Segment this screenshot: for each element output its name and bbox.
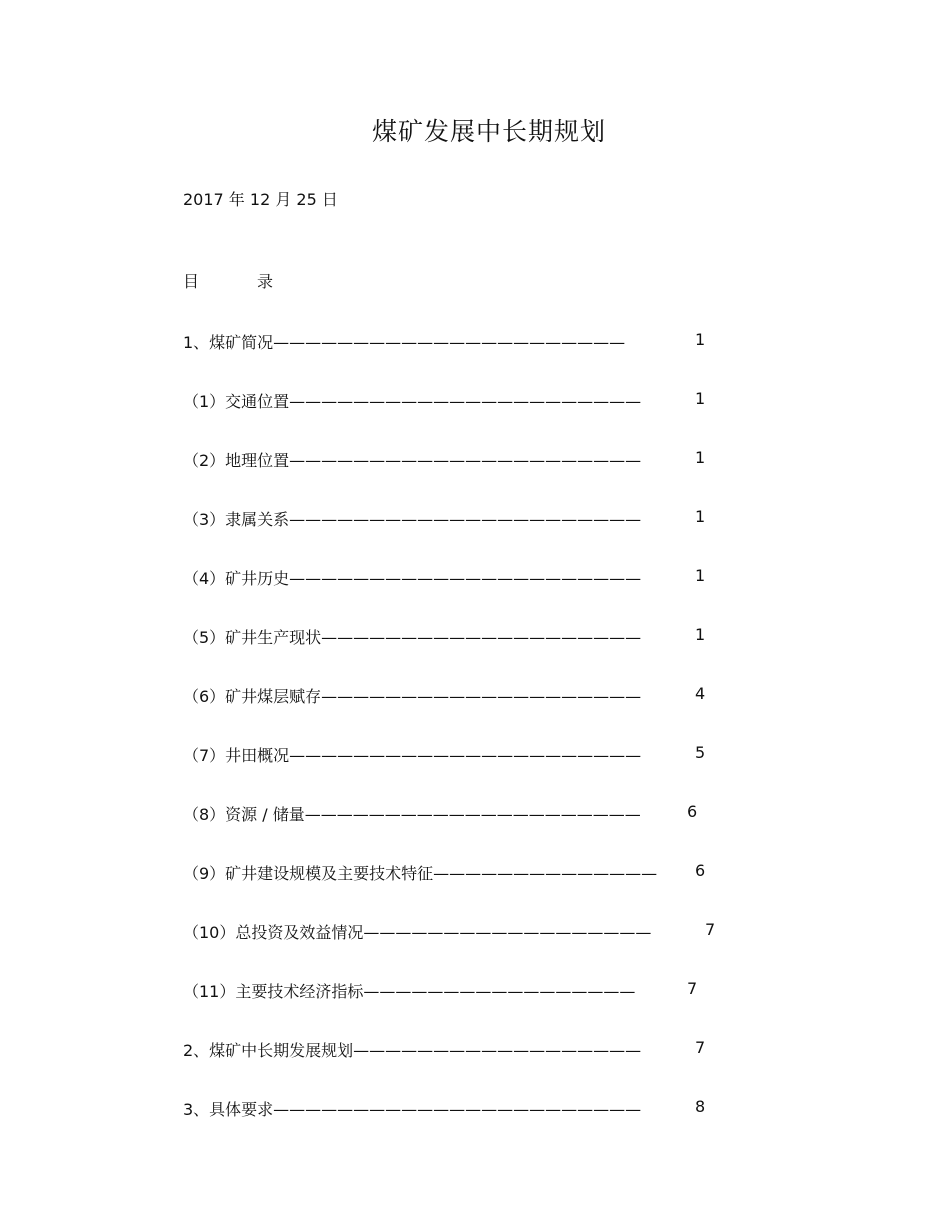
toc-item-label: 2、煤矿中长期发展规划—————————————————— [183,1041,642,1060]
toc-item-label: （9）矿井建设规模及主要技术特征—————————————— [183,864,658,883]
toc-item[interactable] [183,448,706,471]
toc-item-page: 5 [695,743,706,762]
toc-item-label: （8）资源 / 储量————————————————————— [183,805,641,824]
toc-item[interactable] [183,1038,706,1061]
toc-item[interactable] [183,684,706,707]
toc-heading-right: 录 [257,272,274,291]
toc-item[interactable] [183,330,706,353]
toc-heading-left: 目 [183,272,200,291]
toc-item-page: 1 [695,330,706,349]
toc-item-page: 6 [695,861,706,880]
toc-item-page: 1 [695,507,706,526]
toc-item-page: 6 [687,802,698,821]
toc-item[interactable] [183,861,706,884]
toc-item[interactable] [183,802,698,825]
toc-item[interactable] [183,625,706,648]
toc-item-label: （3）隶属关系—————————————————————— [183,510,642,529]
toc-item-label: （4）矿井历史—————————————————————— [183,569,642,588]
toc-item[interactable] [183,389,706,412]
toc-item-label: （2）地理位置—————————————————————— [183,451,642,470]
toc-item[interactable] [183,920,716,943]
toc-item-label: （7）井田概况—————————————————————— [183,746,642,765]
toc-item[interactable] [183,979,698,1002]
toc-item[interactable] [183,1097,706,1120]
toc-item-label: （5）矿井生产现状———————————————————— [183,628,642,647]
toc-item-page: 1 [695,566,706,585]
toc-item-page: 1 [695,448,706,467]
document-title: 煤矿发展中长期规划 [371,117,606,146]
toc-item-label: （10）总投资及效益情况—————————————————— [183,923,652,942]
toc-heading [183,269,273,292]
toc-item-label: 3、具体要求——————————————————————— [183,1100,642,1119]
toc-item-label: （1）交通位置—————————————————————— [183,392,642,411]
toc-item[interactable] [183,507,706,530]
toc-item-page: 7 [687,979,698,998]
toc-item-page: 7 [695,1038,706,1057]
toc-item-label: 1、煤矿简况—————————————————————— [183,333,626,352]
document-date: 2017 年 12 月 25 日 [183,190,338,209]
toc-item-page: 1 [695,625,706,644]
toc-item[interactable] [183,743,706,766]
toc-item-label: （6）矿井煤层赋存———————————————————— [183,687,642,706]
toc-item-page: 7 [705,920,716,939]
toc-item-page: 1 [695,389,706,408]
toc-item-label: （11）主要技术经济指标————————————————— [183,982,636,1001]
toc-item[interactable] [183,566,706,589]
toc-item-page: 4 [695,684,706,703]
toc-item-page: 8 [695,1097,706,1116]
